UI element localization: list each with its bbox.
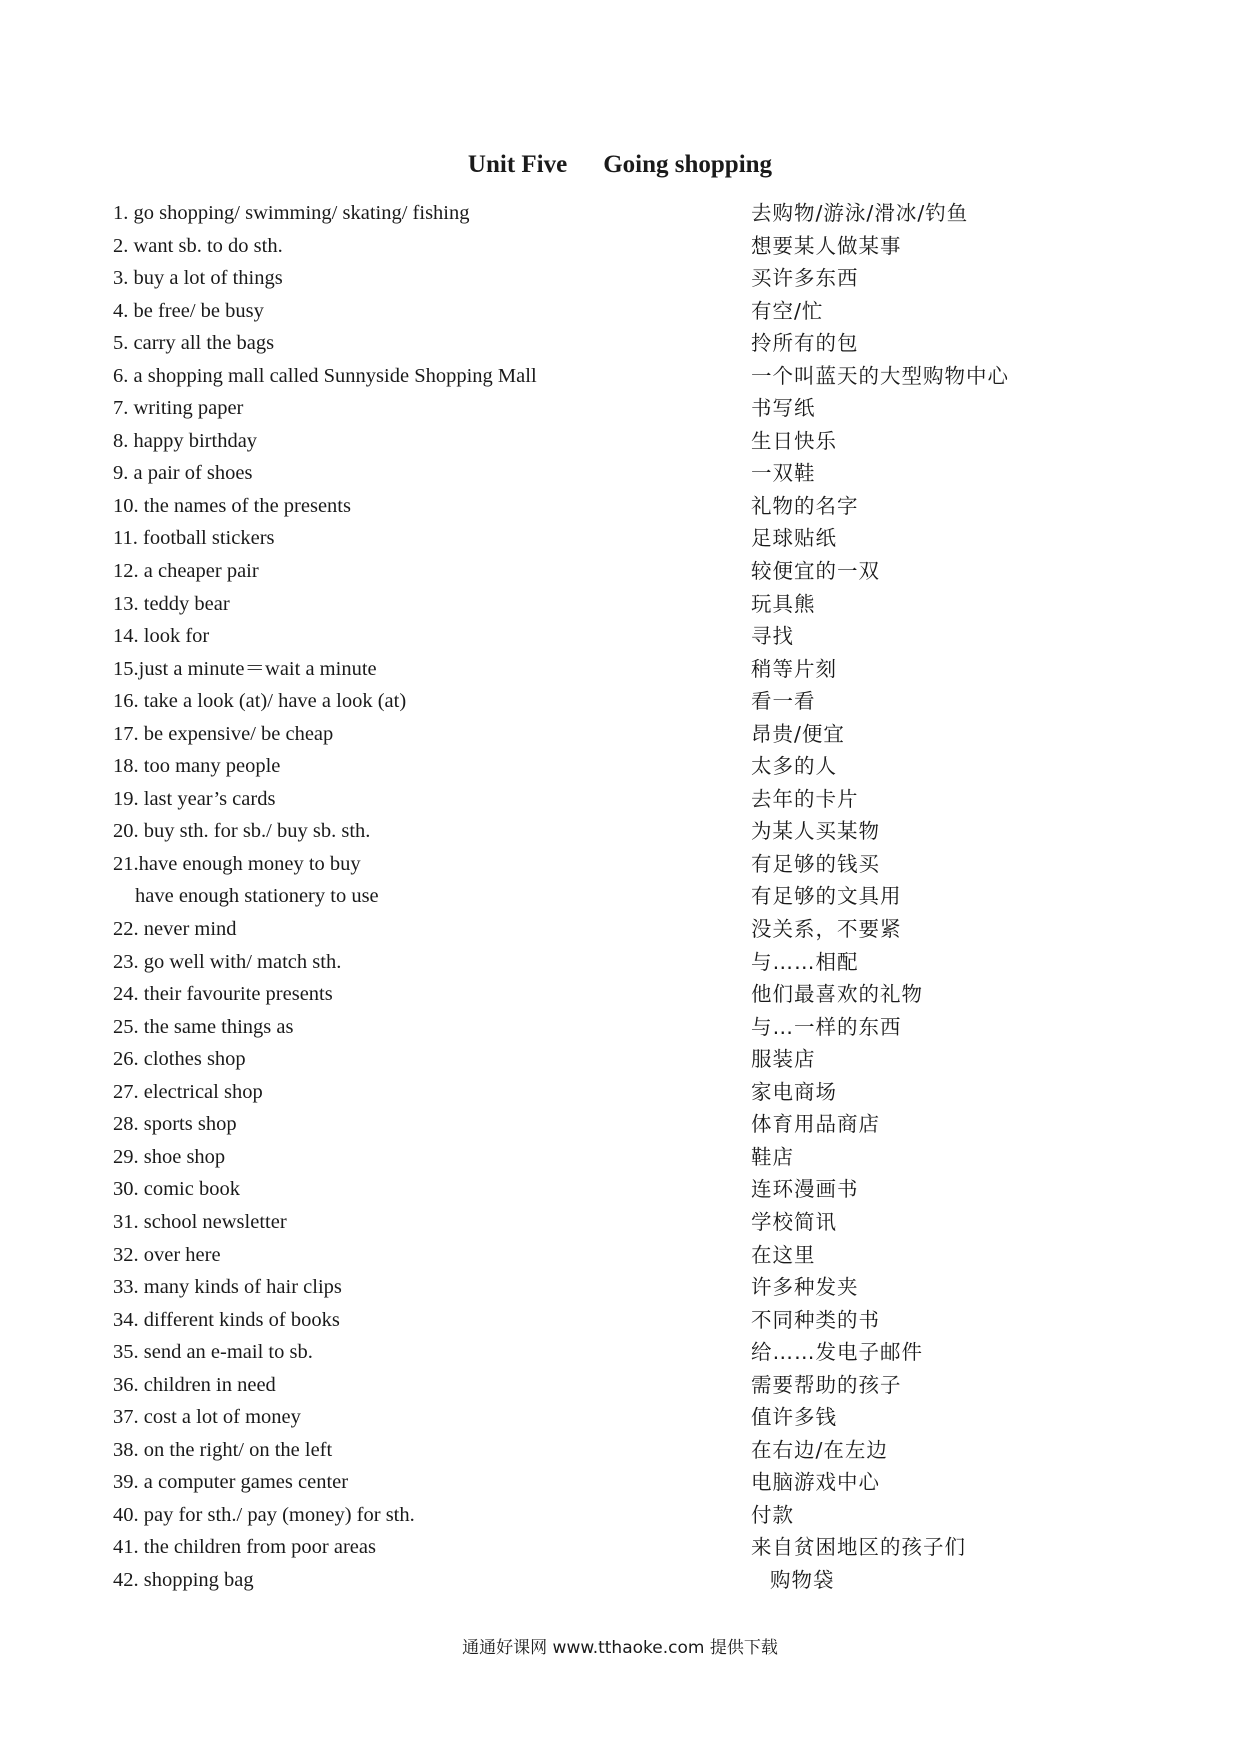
phrase-row: [113, 1499, 1173, 1532]
english-phrase: 11. football stickers: [113, 527, 275, 550]
english-phrase: 17. be expensive/ be cheap: [113, 722, 334, 745]
chinese-translation: 不同种类的书: [751, 1307, 880, 1332]
chinese-translation: 想要某人做某事: [751, 233, 902, 258]
phrase-row: [113, 230, 1173, 263]
phrase-row: [113, 750, 1173, 783]
chinese-translation: 有空/忙: [751, 298, 824, 323]
english-phrase: 26. clothes shop: [113, 1048, 246, 1071]
phrase-row: [113, 295, 1173, 328]
chinese-translation: 来自贫困地区的孩子们: [751, 1535, 966, 1560]
english-phrase: 15.just a minute＝wait a minute: [113, 657, 377, 680]
phrase-row: [113, 978, 1173, 1011]
phrase-row: [113, 392, 1173, 425]
english-phrase: 8. happy birthday: [113, 429, 258, 452]
english-phrase: 22. never mind: [113, 918, 237, 941]
chinese-translation: 鞋店: [751, 1144, 794, 1169]
english-phrase: 3. buy a lot of things: [113, 267, 283, 290]
english-phrase: 23. go well with/ match sth.: [113, 950, 342, 973]
english-phrase: 21.have enough money to buy: [113, 852, 361, 875]
chinese-translation: 足球贴纸: [751, 526, 837, 551]
chinese-translation: 在右边/在左边: [751, 1437, 888, 1462]
chinese-translation: 一双鞋: [751, 461, 816, 486]
phrase-row: [113, 1401, 1173, 1434]
chinese-translation: 购物袋: [770, 1567, 835, 1592]
phrase-row: [113, 197, 1173, 230]
phrase-row: [113, 522, 1173, 555]
chinese-translation: 买许多东西: [751, 266, 859, 291]
english-phrase: 14. look for: [113, 625, 210, 648]
phrase-row: [113, 555, 1173, 588]
english-phrase: 36. children in need: [113, 1373, 276, 1396]
phrase-row: [113, 1564, 1173, 1597]
phrase-row: [113, 1239, 1173, 1272]
phrase-row: [113, 1304, 1173, 1337]
footer-text: 通通好课网 www.tthaoke.com 提供下载: [462, 1638, 778, 1658]
chinese-translation: 生日快乐: [751, 428, 837, 453]
chinese-translation: 为某人买某物: [751, 819, 880, 844]
chinese-translation: 服装店: [751, 1047, 816, 1072]
chinese-translation: 没关系，不要紧: [751, 917, 902, 942]
page-title: [0, 151, 1240, 179]
phrase-row: [113, 620, 1173, 653]
english-phrase: 28. sports shop: [113, 1113, 237, 1136]
phrase-row: [113, 1206, 1173, 1239]
english-phrase: 10. the names of the presents: [113, 494, 351, 517]
phrase-row: [113, 360, 1173, 393]
english-phrase: 29. shoe shop: [113, 1145, 226, 1168]
english-phrase: 30. comic book: [113, 1178, 240, 1201]
english-phrase: 9. a pair of shoes: [113, 462, 253, 485]
phrase-row: [113, 815, 1173, 848]
chinese-translation: 连环漫画书: [751, 1177, 859, 1202]
phrase-row: [113, 848, 1173, 881]
chinese-translation: 有足够的文具用: [751, 884, 902, 909]
phrase-row: [113, 1434, 1173, 1467]
english-phrase: 24. their favourite presents: [113, 983, 333, 1006]
english-phrase: 33. many kinds of hair clips: [113, 1276, 342, 1299]
phrase-row: [113, 913, 1173, 946]
phrase-row: [113, 490, 1173, 523]
english-phrase: 13. teddy bear: [113, 592, 230, 615]
chinese-translation: 一个叫蓝天的大型购物中心: [751, 363, 1009, 388]
chinese-translation: 体育用品商店: [751, 1112, 880, 1137]
chinese-translation: 电脑游戏中心: [751, 1470, 880, 1495]
english-phrase: 20. buy sth. for sb./ buy sb. sth.: [113, 820, 371, 843]
english-phrase: have enough stationery to use: [135, 885, 379, 908]
chinese-translation: 与…一样的东西: [751, 1014, 902, 1039]
phrase-row: [113, 1271, 1173, 1304]
chinese-translation: 许多种发夹: [751, 1275, 859, 1300]
english-phrase: 41. the children from poor areas: [113, 1536, 376, 1559]
phrase-row: [113, 1076, 1173, 1109]
chinese-translation: 需要帮助的孩子: [751, 1372, 902, 1397]
phrase-row: [113, 718, 1173, 751]
phrase-row: [113, 1336, 1173, 1369]
phrase-row: [113, 946, 1173, 979]
phrase-list: [113, 197, 1173, 1597]
english-phrase: 4. be free/ be busy: [113, 299, 264, 322]
chinese-translation: 家电商场: [751, 1079, 837, 1104]
english-phrase: 35. send an e-mail to sb.: [113, 1341, 313, 1364]
topic-label: Going shopping: [603, 151, 773, 178]
english-phrase: 18. too many people: [113, 755, 281, 778]
phrase-row: [113, 588, 1173, 621]
english-phrase: 31. school newsletter: [113, 1210, 287, 1233]
chinese-translation: 较便宜的一双: [751, 559, 880, 584]
chinese-translation: 付款: [751, 1502, 794, 1527]
phrase-row: [113, 425, 1173, 458]
english-phrase: 1. go shopping/ swimming/ skating/ fishing: [113, 202, 470, 224]
phrase-row: [113, 783, 1173, 816]
chinese-translation: 值许多钱: [751, 1405, 837, 1430]
chinese-translation: 在这里: [751, 1242, 816, 1267]
chinese-translation: 去购物/游泳/滑冰/钓鱼: [751, 201, 969, 225]
english-phrase: 27. electrical shop: [113, 1080, 263, 1103]
english-phrase: 39. a computer games center: [113, 1471, 349, 1494]
phrase-row: [113, 1531, 1173, 1564]
english-phrase: 40. pay for sth./ pay (money) for sth.: [113, 1503, 415, 1526]
phrase-row: [113, 1108, 1173, 1141]
phrase-row: [113, 1369, 1173, 1402]
english-phrase: 2. want sb. to do sth.: [113, 234, 283, 257]
chinese-translation: 玩具熊: [751, 591, 816, 616]
english-phrase: 34. different kinds of books: [113, 1308, 340, 1331]
chinese-translation: 拎所有的包: [751, 331, 859, 356]
english-phrase: 19. last year’s cards: [113, 787, 276, 810]
chinese-translation: 礼物的名字: [751, 493, 859, 518]
chinese-translation: 他们最喜欢的礼物: [751, 982, 923, 1007]
phrase-row: [113, 457, 1173, 490]
phrase-row: [113, 1141, 1173, 1174]
chinese-translation: 学校简讯: [751, 1209, 837, 1234]
english-phrase: 32. over here: [113, 1243, 221, 1266]
english-phrase: 38. on the right/ on the left: [113, 1438, 333, 1461]
phrase-row: [113, 1011, 1173, 1044]
chinese-translation: 书写纸: [751, 396, 816, 421]
unit-label: Unit Five: [467, 151, 568, 178]
phrase-row: [113, 653, 1173, 686]
chinese-translation: 昂贵/便宜: [751, 721, 845, 746]
chinese-translation: 看一看: [751, 689, 816, 714]
english-phrase: 5. carry all the bags: [113, 332, 275, 355]
english-phrase: 12. a cheaper pair: [113, 560, 259, 583]
phrase-row: [113, 685, 1173, 718]
chinese-translation: 有足够的钱买: [751, 851, 880, 876]
phrase-row: [113, 1173, 1173, 1206]
phrase-row: [113, 262, 1173, 295]
phrase-row: [113, 327, 1173, 360]
english-phrase: 42. shopping bag: [113, 1568, 254, 1591]
english-phrase: 7. writing paper: [113, 397, 244, 420]
phrase-row: [113, 1043, 1173, 1076]
chinese-translation: 太多的人: [751, 754, 837, 779]
english-phrase: 6. a shopping mall called Sunnyside Shopping Mall: [113, 364, 537, 387]
english-phrase: 16. take a look (at)/ have a look (at): [113, 690, 407, 713]
chinese-translation: 寻找: [751, 624, 794, 649]
phrase-row: [113, 880, 1173, 913]
english-phrase: 25. the same things as: [113, 1015, 294, 1038]
chinese-translation: 与……相配: [751, 949, 859, 974]
chinese-translation: 去年的卡片: [751, 786, 859, 811]
english-phrase: 37. cost a lot of money: [113, 1406, 301, 1429]
chinese-translation: 稍等片刻: [751, 656, 837, 681]
phrase-row: [113, 1466, 1173, 1499]
chinese-translation: 给……发电子邮件: [751, 1340, 923, 1365]
